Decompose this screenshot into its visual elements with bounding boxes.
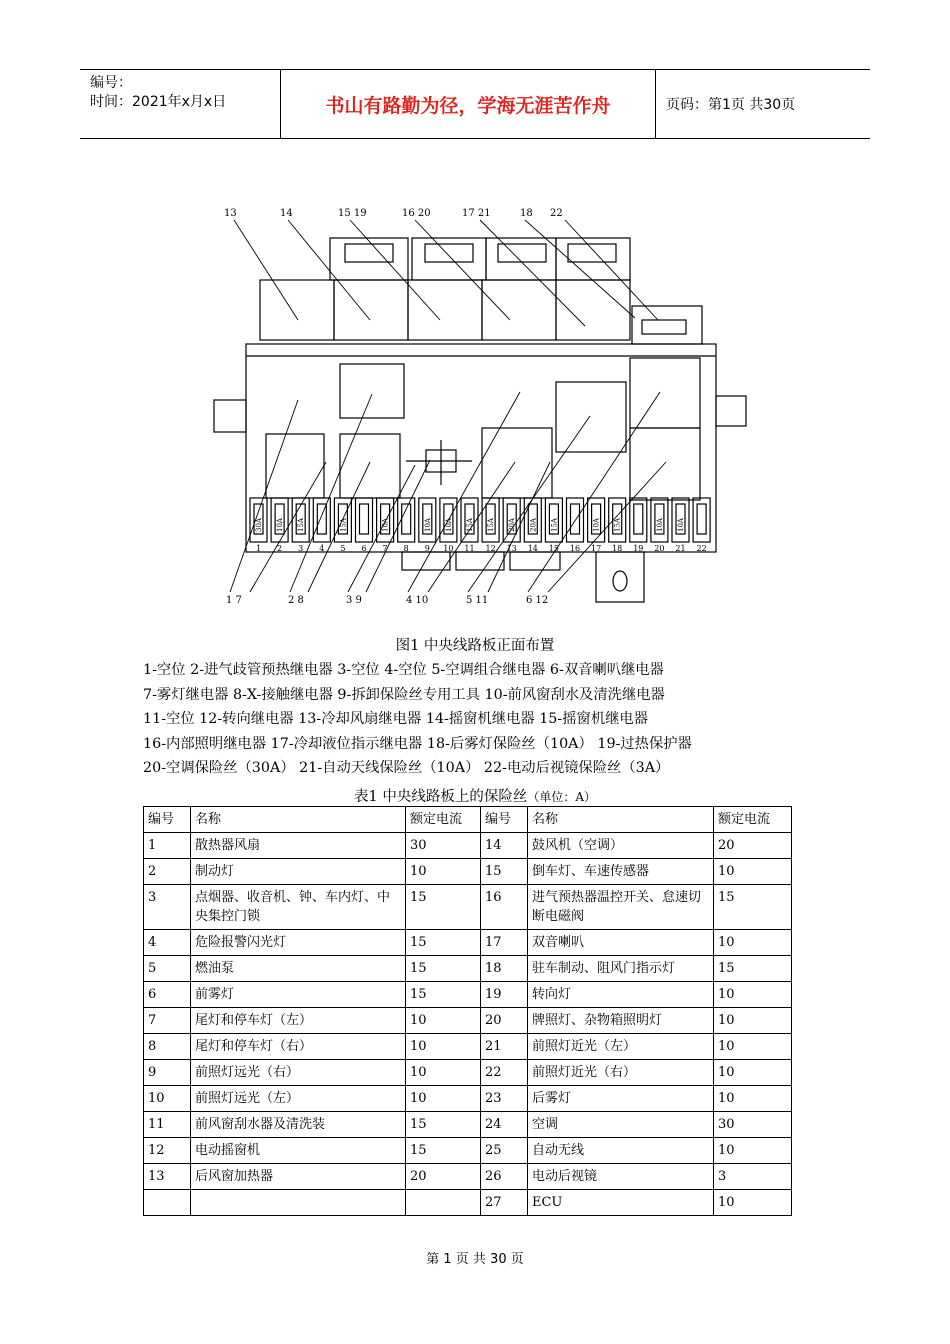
fuse-slot-number: 17: [591, 544, 602, 553]
fuse-slot-number: 18: [612, 544, 623, 553]
legend-line: 20-空调保险丝（30A） 21-自动天线保险丝（10A） 22-电动后视镜保险丝（3A）: [143, 760, 670, 776]
table-cell: 15: [481, 859, 528, 885]
table-row: [144, 1164, 792, 1190]
legend-line: 11-空位 12-转向继电器 13-冷却风扇继电器 14-摇窗机继电器 15-摇窗机继电器: [143, 711, 649, 727]
fuse-rating-label: 15A: [297, 518, 306, 532]
table-cell: 15: [714, 885, 792, 930]
diagram-bottom-label: 3 9: [346, 595, 362, 606]
table-cell: 10: [714, 1034, 792, 1060]
fuse-body: [571, 504, 580, 534]
table-cell: 名称: [191, 807, 406, 833]
fuse-slot: [313, 498, 330, 542]
fuse-slot-number: 14: [527, 544, 538, 553]
page-header: [80, 69, 870, 139]
diagram-bottom-label: 5 11: [466, 595, 489, 606]
table-cell: 18: [481, 956, 528, 982]
table-cell: 21: [481, 1034, 528, 1060]
table-cell: 额定电流: [714, 807, 792, 833]
figure-legend: [143, 658, 823, 781]
fuse-slot-number: 13: [506, 544, 517, 553]
table-cell: 10: [714, 1060, 792, 1086]
table-row: [144, 1138, 792, 1164]
table-row: [144, 1008, 792, 1034]
fuse-rating-label: 10A: [444, 518, 453, 532]
table-cell: 危险报警闪光灯: [191, 930, 406, 956]
diagram-bottom-label: 1 7: [226, 595, 242, 606]
fuse-slot-number: 12: [485, 544, 496, 553]
table-cell: 10: [406, 1060, 481, 1086]
table-cell: 12: [144, 1138, 191, 1164]
fuse-slot-number: 21: [675, 544, 686, 553]
table-cell: 10: [144, 1086, 191, 1112]
fuse-rating-label: 15A: [613, 518, 622, 532]
fuse-slot-number: 2: [277, 544, 283, 553]
table-cell: 散热器风扇: [191, 833, 406, 859]
table-cell: 10: [714, 859, 792, 885]
table-cell: 26: [481, 1164, 528, 1190]
fuse-slot-number: 10: [443, 544, 454, 553]
table-cell: 15: [406, 1112, 481, 1138]
table-cell: 15: [406, 1138, 481, 1164]
table-cell: 10: [714, 1190, 792, 1216]
table-cell: 30: [714, 1112, 792, 1138]
table-caption: [0, 785, 950, 806]
document-number-label: 编号：: [90, 75, 132, 91]
table-cell: 鼓风机（空调）: [528, 833, 714, 859]
table-cell: 2: [144, 859, 191, 885]
table-cell: 编号: [144, 807, 191, 833]
table-cell: 电动摇窗机: [191, 1138, 406, 1164]
diagram-bottom-label: 4 10: [406, 595, 429, 606]
diagram-top-label: 18: [520, 208, 533, 219]
table-cell: 转向灯: [528, 982, 714, 1008]
diagram-top-label: 14: [280, 208, 293, 219]
fuse-rating-label: 10A: [677, 518, 685, 532]
table-cell: 14: [481, 833, 528, 859]
fuse-slot-number: 3: [298, 544, 304, 553]
table-cell: 8: [144, 1034, 191, 1060]
table-cell: 3: [144, 885, 191, 930]
table-cell: 3: [714, 1164, 792, 1190]
table-cell: 后风窗加热器: [191, 1164, 406, 1190]
table-row: [144, 982, 792, 1008]
table-cell: 15: [406, 982, 481, 1008]
table-cell: 17: [481, 930, 528, 956]
fuse-rating-label: 10A: [655, 518, 664, 532]
table-cell: ECU: [528, 1190, 714, 1216]
table-cell: [144, 1190, 191, 1216]
table-row: [144, 1034, 792, 1060]
diagram-top-label: 16 20: [402, 208, 431, 219]
fuse-body: [360, 504, 369, 534]
table-caption-title: 表1 中央线路板上的保险丝: [353, 789, 528, 805]
fuse-slot: [630, 498, 647, 542]
figure-caption: 图1 中央线路板正面布置: [395, 638, 555, 654]
fuse-rating-label: 10A: [381, 518, 390, 532]
fuse-slot: [398, 498, 415, 542]
table-cell: 5: [144, 956, 191, 982]
fuse-rating-label: 15A: [466, 518, 474, 532]
fuse-body: [697, 504, 706, 534]
table-cell: 20: [714, 833, 792, 859]
diagram-top-label: 13: [224, 208, 237, 219]
fuse-rating-label: 20A: [508, 518, 517, 532]
header-meta: [80, 70, 281, 138]
fuse-body: [634, 504, 643, 534]
diagram-top-label: 22: [550, 208, 563, 219]
table-cell: 10: [714, 1086, 792, 1112]
diagram-bottom-label: 2 8: [288, 595, 304, 606]
fuse-slot-number: 16: [569, 544, 581, 553]
table-cell: 前雾灯: [191, 982, 406, 1008]
table-cell: 25: [481, 1138, 528, 1164]
table-cell: 牌照灯、杂物箱照明灯: [528, 1008, 714, 1034]
table-cell: 15: [406, 930, 481, 956]
fuse-rating-label: 15A: [487, 518, 496, 532]
table-cell: 空调: [528, 1112, 714, 1138]
fuse-slot-number: 6: [361, 544, 367, 553]
table-cell: 自动无线: [528, 1138, 714, 1164]
table-cell: 前风窗刮水器及清洗装: [191, 1112, 406, 1138]
table-cell: 15: [406, 885, 481, 930]
fuse-rating-label: 15A: [339, 518, 348, 532]
table-cell: 19: [481, 982, 528, 1008]
table-row: [144, 885, 792, 930]
table-cell: 10: [406, 1034, 481, 1060]
table-cell: 10: [714, 930, 792, 956]
fuse-rating-label: 10A: [592, 518, 601, 532]
table-cell: 额定电流: [406, 807, 481, 833]
table-cell: 电动后视镜: [528, 1164, 714, 1190]
table-cell: 9: [144, 1060, 191, 1086]
fuse-slot-number: 1: [255, 544, 262, 553]
table-cell: 10: [714, 1008, 792, 1034]
table-cell: 尾灯和停车灯（右）: [191, 1034, 406, 1060]
fuse-slot: [356, 498, 373, 542]
table-cell: 13: [144, 1164, 191, 1190]
fuse-slot: [693, 498, 710, 542]
table-cell: 15: [714, 956, 792, 982]
table-cell: 23: [481, 1086, 528, 1112]
table-cell: 10: [406, 1008, 481, 1034]
table-cell: 制动灯: [191, 859, 406, 885]
table-cell: 20: [481, 1008, 528, 1034]
fuse-slot-number: 20: [654, 544, 665, 553]
fuse-slot-number: 15: [548, 544, 559, 553]
table-cell: 双音喇叭: [528, 930, 714, 956]
fuse-rating-label: 30A: [255, 518, 263, 532]
fuse-table: [143, 806, 792, 1216]
table-cell: 1: [144, 833, 191, 859]
table-row: [144, 956, 792, 982]
legend-line: 1-空位 2-进气歧管预热继电器 3-空位 4-空位 5-空调组合继电器 6-双音喇叭继电器: [143, 662, 664, 678]
table-caption-unit: （单位：A）: [527, 790, 596, 804]
table-cell: 后雾灯: [528, 1086, 714, 1112]
table-cell: 20: [406, 1164, 481, 1190]
table-row: [144, 859, 792, 885]
table-cell: 10: [406, 1086, 481, 1112]
fuse-slot-number: 5: [340, 544, 346, 553]
legend-line: 16-内部照明继电器 17-冷却液位指示继电器 18-后雾灯保险丝（10A） 19-过热保护器: [143, 735, 692, 752]
table-cell: 11: [144, 1112, 191, 1138]
diagram-bottom-label: 6 12: [526, 595, 549, 606]
table-cell: 倒车灯、车速传感器: [528, 859, 714, 885]
table-cell: 前照灯近光（左）: [528, 1034, 714, 1060]
fuse-slot-number: 4: [319, 544, 325, 553]
table-cell: 编号: [481, 807, 528, 833]
table-cell: 驻车制动、阻风门指示灯: [528, 956, 714, 982]
table-cell: 10: [714, 1138, 792, 1164]
table-header-row: [144, 807, 792, 833]
table-cell: 30: [406, 833, 481, 859]
table-cell: 10: [406, 859, 481, 885]
table-cell: 4: [144, 930, 191, 956]
table-cell: 27: [481, 1190, 528, 1216]
table-cell: 前照灯远光（左）: [191, 1086, 406, 1112]
fuse-slot-number: 19: [633, 544, 644, 553]
table-cell: 点烟器、收音机、钟、车内灯、中央集控门锁: [191, 885, 406, 930]
table-cell: 10: [714, 982, 792, 1008]
table-cell: [191, 1190, 406, 1216]
document-time: 时间：2021年x月x日: [90, 94, 227, 110]
table-cell: 前照灯远光（右）: [191, 1060, 406, 1086]
table-cell: 名称: [528, 807, 714, 833]
table-cell: 24: [481, 1112, 528, 1138]
table-row: [144, 833, 792, 859]
table-cell: 15: [406, 956, 481, 982]
table-cell: 16: [481, 885, 528, 930]
table-cell: 22: [481, 1060, 528, 1086]
table-cell: 6: [144, 982, 191, 1008]
fuse-rating-label: 10A: [276, 518, 285, 532]
fuse-slot-number: 11: [464, 544, 475, 553]
table-row: [144, 1190, 792, 1216]
page-footer: 第 1 页 共 30 页: [426, 1252, 524, 1267]
table-cell: 7: [144, 1008, 191, 1034]
table-row: [144, 1060, 792, 1086]
fuse-slot-number: 22: [696, 544, 707, 553]
header-page-info: 页码：第1页 共30页: [666, 97, 796, 113]
table-cell: 尾灯和停车灯（左）: [191, 1008, 406, 1034]
fuse-slot-number: 8: [403, 544, 409, 553]
fuse-rating-label: 15A: [550, 518, 559, 532]
diagram-top-label: 15 19: [338, 208, 367, 219]
header-motto: 书山有路勤为径，学海无涯苦作舟: [281, 70, 656, 138]
table-row: [144, 930, 792, 956]
table-row: [144, 1086, 792, 1112]
table-cell: [406, 1190, 481, 1216]
table-cell: 前照灯近光（右）: [528, 1060, 714, 1086]
fuse-rating-label: 10A: [423, 518, 432, 532]
fuse-rating-label: 20A: [529, 518, 538, 532]
legend-line: 7-雾灯继电器 8-X-接触继电器 9-拆卸保险丝专用工具 10-前风窗刮水及清洗继电器: [143, 686, 665, 703]
central-wiring-board-diagram: [200, 200, 760, 610]
table-cell: 燃油泵: [191, 956, 406, 982]
diagram-top-label: 17 21: [462, 208, 491, 219]
table-cell: 进气预热器温控开关、怠速切断电磁阀: [528, 885, 714, 930]
fuse-slot-number: 7: [382, 544, 388, 553]
table-row: [144, 1112, 792, 1138]
fuse-slot-number: 9: [424, 544, 430, 553]
